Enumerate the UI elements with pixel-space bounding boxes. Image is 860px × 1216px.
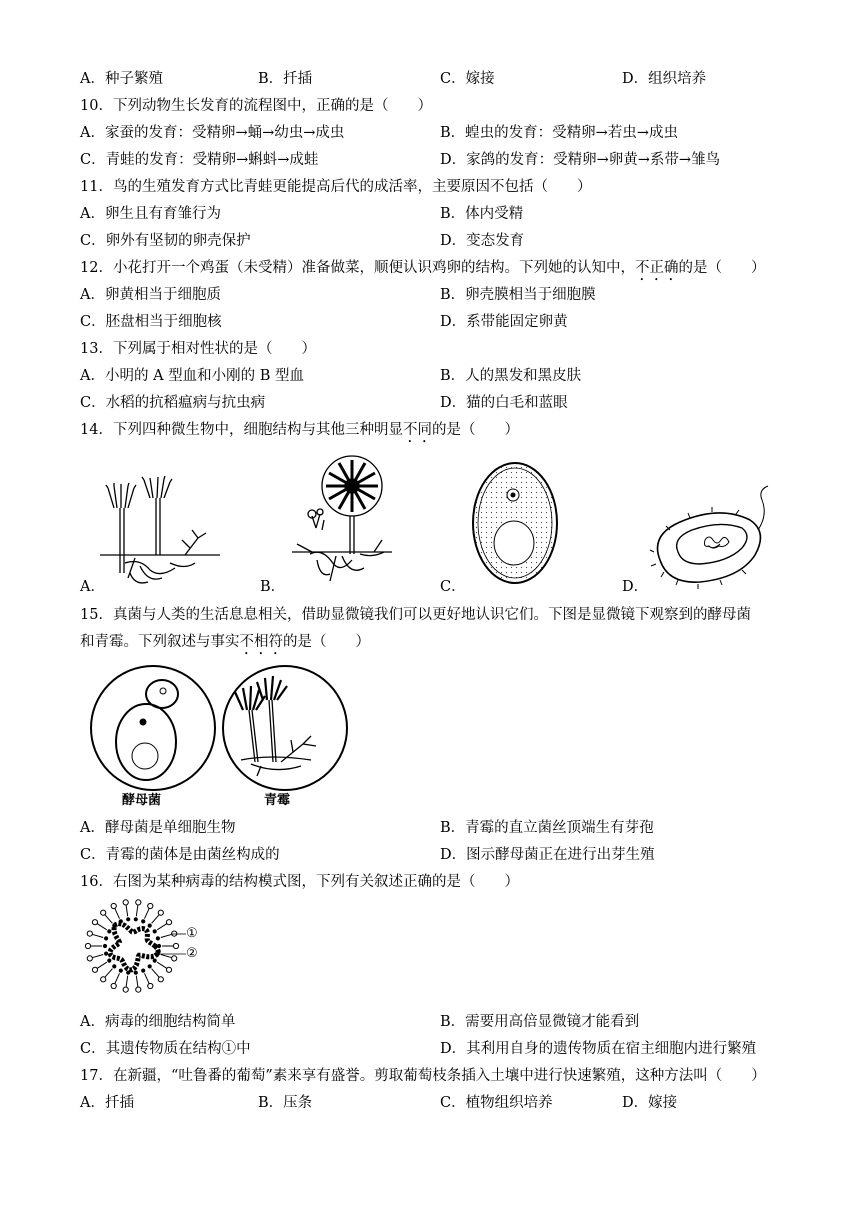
- q13-option-a: A．小明的 A 型血和小刚的 B 型血: [80, 368, 305, 384]
- q16-mark-2: ②: [186, 946, 198, 961]
- q14-figure-c-yeast-cell: [470, 461, 560, 586]
- q16-option-b: B．需要用高倍显微镜才能看到: [440, 1014, 640, 1030]
- q14-stem-tail: 的是（ ）: [431, 422, 519, 438]
- q14-label-c: C．: [440, 579, 466, 595]
- q12-option-d: D．系带能固定卵黄: [440, 314, 568, 330]
- q15-stem-line1: 15．真菌与人类的生活息息相关，借助显微镜我们可以更好地认识它们。下图是显微镜下观察到的酵母菌: [80, 607, 751, 623]
- q12-stem-tail: 的是（ ）: [678, 260, 766, 276]
- q14-stem-text: 14．下列四种微生物中，细胞结构与其他三种明显: [80, 422, 403, 438]
- q12-stem-text: 12．小花打开一个鸡蛋（未受精）准备做菜，顺便认识鸡卵的结构。下列她的认知中，: [80, 260, 635, 276]
- q14-stem-emphasis: 不同: [402, 422, 432, 438]
- q11-option-d: D．变态发育: [440, 233, 525, 249]
- q10-option-c: C．青蛙的发育：受精卵→蝌蚪→成蛙: [80, 152, 319, 168]
- q10-stem: 10．下列动物生长发育的流程图中，正确的是（ ）: [80, 98, 432, 114]
- q12-option-a: A．卵黄相当于细胞质: [80, 287, 221, 303]
- q14-figure-a-mold: [100, 478, 220, 588]
- q10-option-a: A．家蚕的发育：受精卵→蛹→幼虫→成虫: [80, 125, 345, 141]
- q16-mark-1: ①: [186, 926, 198, 941]
- q15-stem-text: 和青霉。下列叙述与事实: [80, 634, 240, 650]
- q13-option-d: D．猫的白毛和蓝眼: [440, 395, 568, 411]
- q15-figure-penicillium: [221, 664, 349, 792]
- q15-option-c: C．青霉的菌体是由菌丝构成的: [80, 847, 280, 863]
- q11-option-c: C．卵外有坚韧的卵壳保护: [80, 233, 251, 249]
- q9-option-a: A．种子繁殖: [80, 71, 163, 87]
- q15-caption-yeast: 酵母菌: [122, 793, 162, 808]
- q16-figure-virus: [84, 900, 194, 1000]
- q10-option-d: D．家鸽的发育：受精卵→卵黄→系带→雏鸟: [440, 152, 721, 168]
- q9-option-b: B．扦插: [258, 71, 313, 87]
- q14-figure-d-bacterium: [650, 500, 780, 590]
- q14-stem: [80, 420, 519, 446]
- q17-option-d: D．嫁接: [622, 1095, 678, 1111]
- q16-stem: 16．右图为某种病毒的结构模式图，下列有关叙述正确的是（ ）: [80, 874, 519, 890]
- q15-figure-yeast: [88, 664, 218, 792]
- q12-option-c: C．胚盘相当于细胞核: [80, 314, 222, 330]
- q17-stem: 17．在新疆，“吐鲁番的葡萄”素来享有盛誉。剪取葡萄枝条插入土壤中进行快速繁殖，这种方法叫（ ）: [80, 1068, 766, 1084]
- q16-option-c: C．其遗传物质在结构①中: [80, 1041, 251, 1057]
- q10-option-b: B．蝗虫的发育：受精卵→若虫→成虫: [440, 125, 678, 141]
- q12-stem: [80, 258, 765, 284]
- q15-stem-tail: 的是（ ）: [283, 634, 370, 650]
- q13-option-c: C．水稻的抗稻瘟病与抗虫病: [80, 395, 266, 411]
- q11-stem: 11．鸟的生殖发育方式比青蛙更能提高后代的成活率，主要原因不包括（ ）: [80, 179, 592, 195]
- q15-caption-penicillium: 青霉: [264, 793, 291, 808]
- q17-option-a: A．扦插: [80, 1095, 134, 1111]
- q14-label-d: D．: [622, 579, 649, 595]
- q15-option-b: B．青霉的直立菌丝顶端生有芽孢: [440, 820, 654, 836]
- q15-stem-line2: [80, 632, 370, 658]
- q12-option-b: B．卵壳膜相当于细胞膜: [440, 287, 596, 303]
- q14-figure-b-mucor: [292, 456, 392, 586]
- q15-option-d: D．图示酵母菌正在进行出芽生殖: [440, 847, 655, 863]
- q16-option-d: D．其利用自身的遗传物质在宿主细胞内进行繁殖: [440, 1041, 757, 1057]
- q12-stem-emphasis: 不正确: [634, 260, 679, 276]
- q13-option-b: B．人的黑发和黑皮肤: [440, 368, 582, 384]
- q17-option-b: B．压条: [258, 1095, 313, 1111]
- q9-option-d: D．组织培养: [622, 71, 707, 87]
- q15-option-a: A．酵母菌是单细胞生物: [80, 820, 236, 836]
- q13-stem: 13．下列属于相对性状的是（ ）: [80, 341, 316, 357]
- q17-option-c: C．植物组织培养: [440, 1095, 553, 1111]
- q14-label-a: A．: [80, 579, 105, 595]
- q15-stem-emphasis: 不相符: [239, 634, 283, 650]
- q9-option-c: C．嫁接: [440, 71, 495, 87]
- q11-option-a: A．卵生且有育雏行为: [80, 206, 221, 222]
- q16-option-a: A．病毒的细胞结构简单: [80, 1014, 236, 1030]
- q11-option-b: B．体内受精: [440, 206, 524, 222]
- q14-label-b: B．: [260, 579, 286, 595]
